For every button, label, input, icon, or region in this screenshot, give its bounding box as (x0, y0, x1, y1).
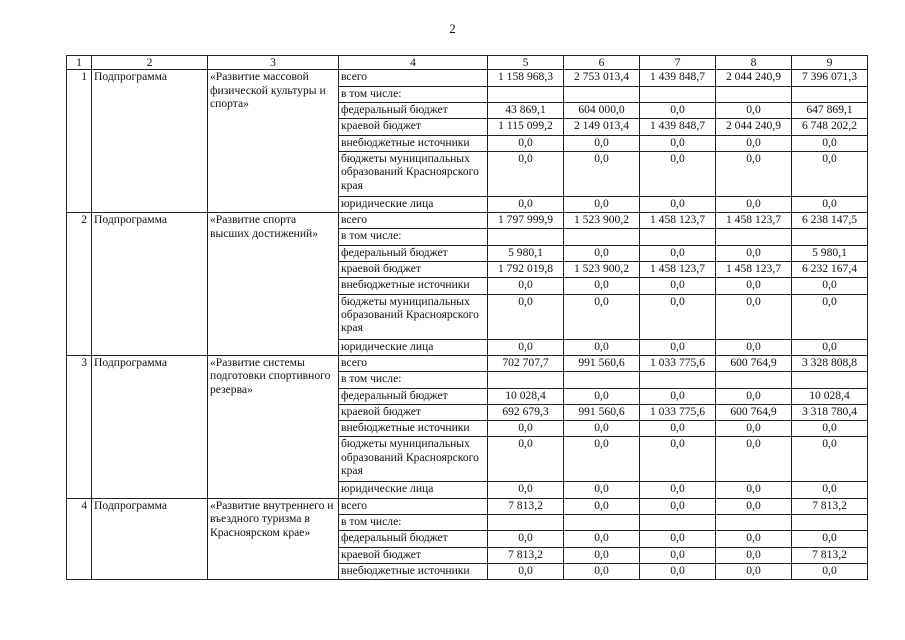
amount-cell (716, 229, 792, 245)
amount-cell (716, 86, 792, 102)
amount-cell: 0,0 (716, 531, 792, 547)
amount-cell: 0,0 (716, 498, 792, 514)
amount-cell: 0,0 (564, 498, 640, 514)
amount-cell (564, 515, 640, 531)
amount-cell: 2 044 240,9 (716, 119, 792, 135)
funding-source-label: всего (339, 498, 488, 514)
amount-cell (792, 515, 868, 531)
amount-cell: 0,0 (716, 388, 792, 404)
column-number-row (67, 56, 868, 70)
amount-cell: 0,0 (640, 151, 716, 196)
amount-cell: 0,0 (564, 278, 640, 294)
table-row (67, 70, 868, 86)
amount-cell: 5 980,1 (792, 245, 868, 261)
amount-cell: 0,0 (716, 196, 792, 212)
subprogram-title: «Развитие системы подготовки спортивного резерва» (208, 355, 339, 498)
amount-cell: 1 792 019,8 (488, 262, 564, 278)
amount-cell: 0,0 (488, 531, 564, 547)
amount-cell: 1 439 848,7 (640, 70, 716, 86)
column-header: 7 (640, 56, 716, 70)
column-header: 3 (208, 56, 339, 70)
amount-cell (564, 86, 640, 102)
amount-cell: 0,0 (640, 498, 716, 514)
amount-cell: 0,0 (716, 437, 792, 482)
amount-cell: 1 523 900,2 (564, 262, 640, 278)
table-row (67, 498, 868, 514)
amount-cell: 0,0 (640, 547, 716, 563)
amount-cell: 692 679,3 (488, 404, 564, 420)
amount-cell (716, 515, 792, 531)
amount-cell (640, 86, 716, 102)
amount-cell: 0,0 (564, 388, 640, 404)
amount-cell: 0,0 (640, 135, 716, 151)
amount-cell: 6 748 202,2 (792, 119, 868, 135)
amount-cell: 0,0 (716, 103, 792, 119)
amount-cell: 0,0 (564, 563, 640, 579)
amount-cell: 0,0 (716, 294, 792, 339)
funding-source-label: внебюджетные источники (339, 421, 488, 437)
amount-cell: 7 396 071,3 (792, 70, 868, 86)
funding-source-label: бюджеты муниципальных образований Красноярского края (339, 437, 488, 482)
funding-source-label: юридические лица (339, 482, 488, 498)
amount-cell: 5 980,1 (488, 245, 564, 261)
amount-cell: 0,0 (716, 482, 792, 498)
funding-source-label: федеральный бюджет (339, 531, 488, 547)
amount-cell: 0,0 (564, 547, 640, 563)
amount-cell: 702 707,7 (488, 355, 564, 371)
amount-cell: 0,0 (564, 294, 640, 339)
amount-cell: 0,0 (488, 437, 564, 482)
amount-cell (564, 229, 640, 245)
amount-cell: 0,0 (716, 339, 792, 355)
amount-cell: 7 813,2 (488, 498, 564, 514)
amount-cell: 1 158 968,3 (488, 70, 564, 86)
funding-source-label: в том числе: (339, 372, 488, 388)
amount-cell (716, 372, 792, 388)
amount-cell: 0,0 (640, 437, 716, 482)
funding-source-label: бюджеты муниципальных образований Красноярского края (339, 294, 488, 339)
amount-cell: 0,0 (564, 482, 640, 498)
funding-source-label: в том числе: (339, 229, 488, 245)
column-header: 2 (92, 56, 208, 70)
section-type: Подпрограмма (92, 70, 208, 213)
amount-cell (640, 515, 716, 531)
amount-cell: 10 028,4 (792, 388, 868, 404)
amount-cell: 0,0 (792, 563, 868, 579)
amount-cell: 0,0 (792, 151, 868, 196)
column-header: 5 (488, 56, 564, 70)
amount-cell (564, 372, 640, 388)
amount-cell: 0,0 (640, 339, 716, 355)
amount-cell: 0,0 (716, 547, 792, 563)
amount-cell: 0,0 (640, 531, 716, 547)
amount-cell: 0,0 (792, 135, 868, 151)
amount-cell: 0,0 (792, 531, 868, 547)
amount-cell: 991 560,6 (564, 355, 640, 371)
amount-cell (488, 515, 564, 531)
amount-cell (792, 229, 868, 245)
amount-cell: 0,0 (716, 563, 792, 579)
amount-cell: 0,0 (488, 135, 564, 151)
table-row (67, 213, 868, 229)
funding-source-label: краевой бюджет (339, 404, 488, 420)
funding-source-label: всего (339, 355, 488, 371)
amount-cell: 6 232 167,4 (792, 262, 868, 278)
amount-cell: 1 033 775,6 (640, 404, 716, 420)
amount-cell: 0,0 (716, 151, 792, 196)
amount-cell: 600 764,9 (716, 404, 792, 420)
amount-cell: 43 869,1 (488, 103, 564, 119)
amount-cell: 1 458 123,7 (640, 262, 716, 278)
amount-cell: 10 028,4 (488, 388, 564, 404)
amount-cell: 0,0 (716, 245, 792, 261)
amount-cell: 0,0 (488, 151, 564, 196)
amount-cell: 0,0 (792, 421, 868, 437)
amount-cell: 0,0 (564, 421, 640, 437)
table-row (67, 355, 868, 371)
page-number: 2 (449, 21, 456, 36)
amount-cell (792, 86, 868, 102)
amount-cell: 0,0 (488, 339, 564, 355)
amount-cell: 0,0 (716, 278, 792, 294)
funding-source-label: всего (339, 70, 488, 86)
funding-source-label: федеральный бюджет (339, 103, 488, 119)
amount-cell: 0,0 (564, 437, 640, 482)
funding-source-label: краевой бюджет (339, 547, 488, 563)
budget-table (66, 55, 868, 580)
amount-cell: 1 033 775,6 (640, 355, 716, 371)
amount-cell: 1 439 848,7 (640, 119, 716, 135)
amount-cell: 0,0 (640, 563, 716, 579)
amount-cell: 600 764,9 (716, 355, 792, 371)
amount-cell: 1 458 123,7 (716, 262, 792, 278)
amount-cell: 7 813,2 (488, 547, 564, 563)
amount-cell: 0,0 (564, 196, 640, 212)
funding-source-label: юридические лица (339, 196, 488, 212)
amount-cell: 0,0 (640, 196, 716, 212)
column-header: 8 (716, 56, 792, 70)
section-type: Подпрограмма (92, 213, 208, 356)
section-number: 4 (67, 498, 92, 579)
amount-cell: 0,0 (640, 245, 716, 261)
amount-cell: 0,0 (564, 245, 640, 261)
amount-cell: 0,0 (564, 151, 640, 196)
amount-cell: 0,0 (564, 339, 640, 355)
column-header: 6 (564, 56, 640, 70)
column-header: 4 (339, 56, 488, 70)
amount-cell: 0,0 (564, 135, 640, 151)
funding-source-label: всего (339, 213, 488, 229)
amount-cell: 0,0 (640, 294, 716, 339)
amount-cell: 2 753 013,4 (564, 70, 640, 86)
amount-cell: 0,0 (792, 437, 868, 482)
funding-source-label: краевой бюджет (339, 119, 488, 135)
amount-cell: 0,0 (716, 421, 792, 437)
amount-cell: 0,0 (488, 482, 564, 498)
funding-source-label: федеральный бюджет (339, 245, 488, 261)
amount-cell: 0,0 (488, 421, 564, 437)
funding-source-label: внебюджетные источники (339, 135, 488, 151)
amount-cell: 0,0 (564, 531, 640, 547)
amount-cell: 1 458 123,7 (716, 213, 792, 229)
amount-cell: 0,0 (792, 482, 868, 498)
section-number: 3 (67, 355, 92, 498)
amount-cell (640, 229, 716, 245)
amount-cell: 991 560,6 (564, 404, 640, 420)
funding-source-label: внебюджетные источники (339, 563, 488, 579)
subprogram-title: «Развитие внутреннего и въездного туризма в Красноярском крае» (208, 498, 339, 579)
amount-cell (488, 372, 564, 388)
amount-cell: 0,0 (640, 421, 716, 437)
column-header: 9 (792, 56, 868, 70)
section-number: 2 (67, 213, 92, 356)
funding-source-label: юридические лица (339, 339, 488, 355)
funding-source-label: в том числе: (339, 86, 488, 102)
funding-source-label: краевой бюджет (339, 262, 488, 278)
amount-cell: 0,0 (716, 135, 792, 151)
amount-cell: 6 238 147,5 (792, 213, 868, 229)
amount-cell: 0,0 (640, 388, 716, 404)
subprogram-title: «Развитие массовой физической культуры и спорта» (208, 70, 339, 213)
amount-cell: 0,0 (792, 339, 868, 355)
amount-cell: 0,0 (640, 278, 716, 294)
amount-cell (792, 372, 868, 388)
amount-cell: 3 318 780,4 (792, 404, 868, 420)
amount-cell: 0,0 (640, 482, 716, 498)
amount-cell: 647 869,1 (792, 103, 868, 119)
funding-source-label: бюджеты муниципальных образований Красноярского края (339, 151, 488, 196)
amount-cell: 0,0 (488, 278, 564, 294)
section-type: Подпрограмма (92, 498, 208, 579)
amount-cell: 7 813,2 (792, 498, 868, 514)
amount-cell (488, 229, 564, 245)
amount-cell: 0,0 (792, 196, 868, 212)
amount-cell: 0,0 (640, 103, 716, 119)
amount-cell (488, 86, 564, 102)
amount-cell: 0,0 (488, 563, 564, 579)
amount-cell: 2 044 240,9 (716, 70, 792, 86)
subprogram-title: «Развитие спорта высших достижений» (208, 213, 339, 356)
amount-cell: 0,0 (488, 196, 564, 212)
funding-source-label: внебюджетные источники (339, 278, 488, 294)
amount-cell: 0,0 (488, 294, 564, 339)
amount-cell: 0,0 (792, 278, 868, 294)
funding-source-label: в том числе: (339, 515, 488, 531)
amount-cell: 3 328 808,8 (792, 355, 868, 371)
amount-cell: 604 000,0 (564, 103, 640, 119)
amount-cell: 1 115 099,2 (488, 119, 564, 135)
amount-cell: 1 458 123,7 (640, 213, 716, 229)
section-number: 1 (67, 70, 92, 213)
amount-cell: 1 523 900,2 (564, 213, 640, 229)
amount-cell: 0,0 (792, 294, 868, 339)
funding-source-label: федеральный бюджет (339, 388, 488, 404)
column-header: 1 (67, 56, 92, 70)
amount-cell: 2 149 013,4 (564, 119, 640, 135)
amount-cell (640, 372, 716, 388)
section-type: Подпрограмма (92, 355, 208, 498)
amount-cell: 7 813,2 (792, 547, 868, 563)
amount-cell: 1 797 999,9 (488, 213, 564, 229)
